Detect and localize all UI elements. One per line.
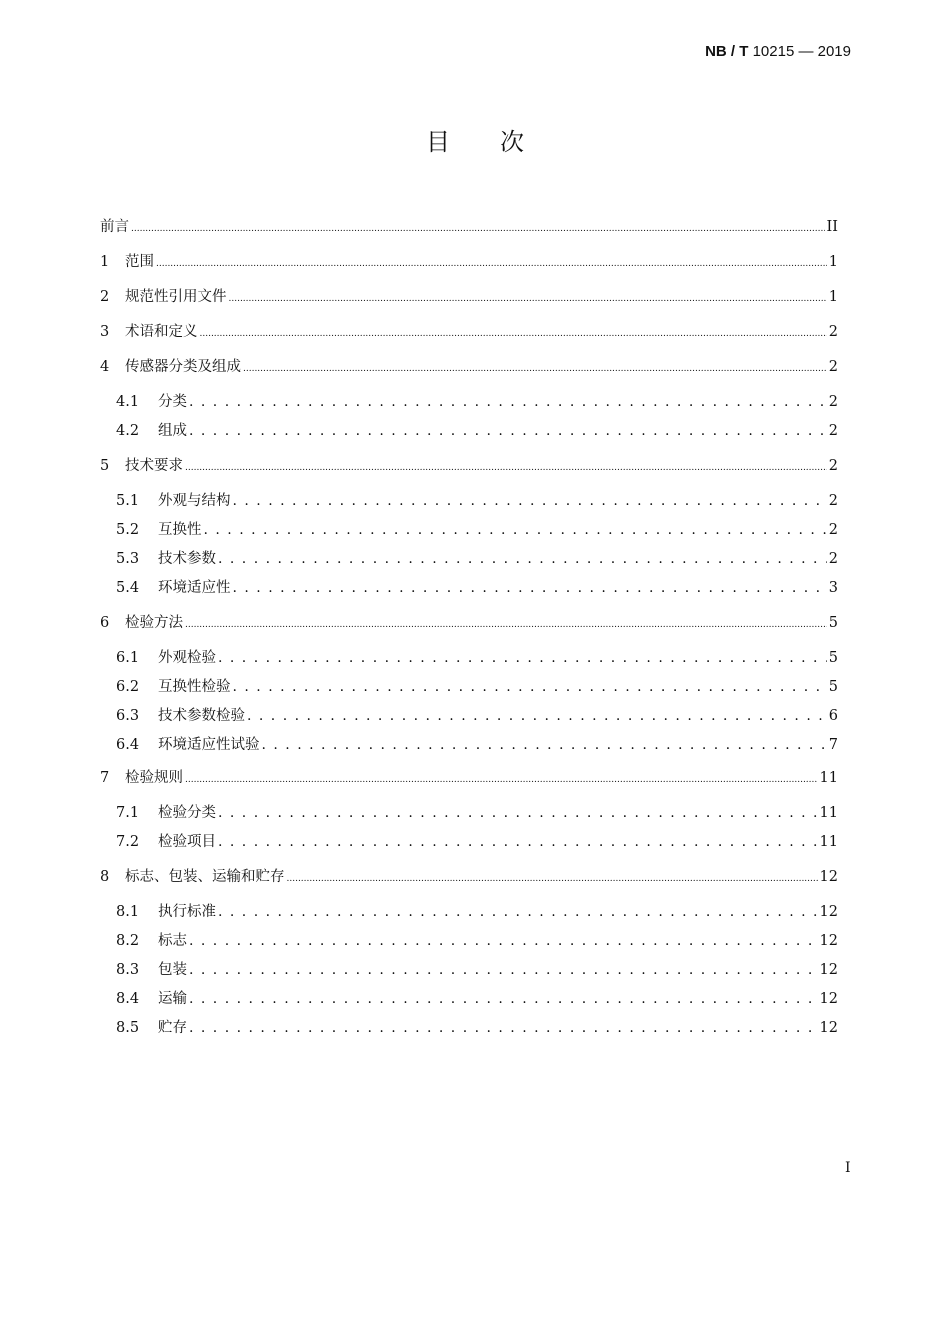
toc-entry-label: 检验项目 (158, 834, 216, 850)
toc-entry-label: 外观检验 (158, 650, 216, 666)
toc-entry[interactable] (116, 987, 838, 1008)
dot-leader (189, 962, 818, 978)
toc-entry[interactable] (116, 704, 838, 725)
toc-entry[interactable] (100, 250, 838, 271)
toc-entry-label: 贮存 (158, 1020, 187, 1036)
toc-entry-number: 5.4 (116, 580, 140, 596)
toc-entry-label: 环境适应性 (158, 580, 231, 596)
toc-entry[interactable] (116, 900, 838, 921)
toc-entry-label: 传感器分类及组成 (125, 359, 241, 375)
toc-entry-label: 互换性 (158, 522, 202, 538)
toc-entry[interactable] (100, 355, 838, 376)
standard-prefix: NB / T (705, 43, 749, 60)
toc-entry-page: 2 (828, 522, 838, 538)
page-folio: I (845, 1160, 851, 1176)
toc-entry[interactable] (116, 576, 838, 597)
toc-entry[interactable] (116, 489, 838, 510)
toc-entry-number: 4 (100, 359, 110, 375)
dot-leader (233, 679, 827, 695)
toc-entry-page: 6 (828, 708, 838, 724)
dot-leader (218, 650, 827, 666)
dot-leader (156, 254, 827, 270)
toc-entry[interactable] (100, 611, 838, 632)
toc-entry-label: 标志、包装、运输和贮存 (125, 869, 285, 885)
dot-leader (189, 933, 818, 949)
toc-entry-number: 5.2 (116, 522, 140, 538)
toc-entry-number: 7 (100, 770, 110, 786)
toc-entry-label: 范围 (125, 254, 154, 270)
dot-leader (185, 770, 818, 786)
toc-entry-page: 12 (819, 904, 838, 920)
toc-entry-label: 技术参数 (158, 551, 216, 567)
dot-leader (218, 551, 827, 567)
toc-entry[interactable] (116, 733, 838, 754)
standard-number (705, 43, 851, 60)
toc-entry-page: 1 (828, 289, 838, 305)
toc-entry-page: 2 (828, 551, 838, 567)
toc-entry-page: 2 (828, 324, 838, 340)
toc-entry-page: 12 (819, 962, 838, 978)
toc-entry-number: 8.5 (116, 1020, 140, 1036)
toc-entry[interactable] (116, 646, 838, 667)
toc-entry-page: 2 (828, 394, 838, 410)
toc-entry-label: 分类 (158, 394, 187, 410)
toc-entry-label: 术语和定义 (125, 324, 198, 340)
toc-entry-number: 7.1 (116, 805, 140, 821)
toc-entry-label: 检验分类 (158, 805, 216, 821)
toc-entry[interactable] (100, 215, 838, 236)
dot-leader (200, 324, 827, 340)
toc-entry[interactable] (100, 320, 838, 341)
toc-entry[interactable] (116, 518, 838, 539)
dot-leader (204, 522, 827, 538)
dot-leader (189, 1020, 818, 1036)
toc-entry-label: 互换性检验 (158, 679, 231, 695)
toc-entry-number: 3 (100, 324, 110, 340)
toc-entry-page: 2 (828, 458, 838, 474)
toc-entry-label: 检验方法 (125, 615, 183, 631)
toc-entry-page: 12 (819, 1020, 838, 1036)
toc-entry-number: 2 (100, 289, 110, 305)
toc-entry-page: 5 (828, 679, 838, 695)
toc-entry-page: 11 (819, 805, 838, 821)
toc-entry-page: 7 (828, 737, 838, 753)
dot-leader (131, 219, 825, 235)
toc-entry-page: 5 (828, 650, 838, 666)
dot-leader (185, 458, 827, 474)
toc-entry-page: 5 (828, 615, 838, 631)
toc-entry[interactable] (116, 958, 838, 979)
toc-entry-label: 检验规则 (125, 770, 183, 786)
toc-entry-page: 2 (828, 359, 838, 375)
toc-entry-label: 包装 (158, 962, 187, 978)
toc-entry-number: 8.1 (116, 904, 140, 920)
dot-leader (243, 359, 827, 375)
toc-entry[interactable] (116, 547, 838, 568)
dot-leader (233, 580, 827, 596)
toc-entry[interactable] (100, 766, 838, 787)
dot-leader (218, 834, 818, 850)
toc-entry[interactable] (116, 1016, 838, 1037)
toc-entry[interactable] (100, 454, 838, 475)
toc-entry-label: 技术参数检验 (158, 708, 245, 724)
toc-entry-label: 外观与结构 (158, 493, 231, 509)
toc-entry-label: 技术要求 (125, 458, 183, 474)
toc-entry[interactable] (100, 865, 838, 886)
toc-entry-page: 3 (828, 580, 838, 596)
toc-entry-number: 5.3 (116, 551, 140, 567)
toc-entry-page: 12 (819, 869, 838, 885)
toc-entry-page: 11 (819, 834, 838, 850)
toc-entry-page: 1 (828, 254, 838, 270)
toc-entry-label: 组成 (158, 423, 187, 439)
dot-leader (262, 737, 827, 753)
toc-entry-page: 12 (819, 933, 838, 949)
toc-entry-label: 环境适应性试验 (158, 737, 260, 753)
toc-entry-number: 4.1 (116, 394, 140, 410)
toc-entry-label: 执行标准 (158, 904, 216, 920)
dot-leader (218, 904, 818, 920)
toc-entry-number: 8.4 (116, 991, 140, 1007)
toc-entry-page: 2 (828, 493, 838, 509)
dot-leader (229, 289, 827, 305)
toc-entry-number: 4.2 (116, 423, 140, 439)
toc-entry-number: 6.2 (116, 679, 140, 695)
toc-entry[interactable] (116, 390, 838, 411)
toc-entry-number: 6.3 (116, 708, 140, 724)
dot-leader (185, 615, 827, 631)
toc-entry-number: 8 (100, 869, 110, 885)
toc-entry[interactable] (116, 830, 838, 851)
standard-code: 10215 — 2019 (748, 43, 851, 60)
toc-entry-number: 6 (100, 615, 110, 631)
toc-entry-number: 5.1 (116, 493, 140, 509)
toc-entry[interactable] (100, 285, 838, 306)
toc-entry-label: 规范性引用文件 (125, 289, 227, 305)
toc-entry[interactable] (116, 419, 838, 440)
dot-leader (287, 869, 818, 885)
toc-entry-page: 2 (828, 423, 838, 439)
dot-leader (189, 423, 827, 439)
toc-entry-number: 6.1 (116, 650, 140, 666)
toc-entry-number: 1 (100, 254, 110, 270)
toc-entry-number: 8.2 (116, 933, 140, 949)
toc-entry-number: 6.4 (116, 737, 140, 753)
page-title: 目次 (426, 128, 574, 156)
toc-entry-label: 前言 (100, 219, 129, 235)
toc-entry[interactable] (116, 929, 838, 950)
toc-entry-page: 11 (819, 770, 838, 786)
dot-leader (233, 493, 827, 509)
dot-leader (218, 805, 818, 821)
dot-leader (189, 991, 818, 1007)
toc-entry[interactable] (116, 675, 838, 696)
dot-leader (247, 708, 827, 724)
toc-entry-number: 5 (100, 458, 110, 474)
toc-entry-label: 运输 (158, 991, 187, 1007)
toc-entry-page: 12 (819, 991, 838, 1007)
dot-leader (189, 394, 827, 410)
toc-entry-page: II (826, 219, 838, 235)
toc-entry-number: 7.2 (116, 834, 140, 850)
toc-entry-label: 标志 (158, 933, 187, 949)
toc-entry-number: 8.3 (116, 962, 140, 978)
toc-entry[interactable] (116, 801, 838, 822)
